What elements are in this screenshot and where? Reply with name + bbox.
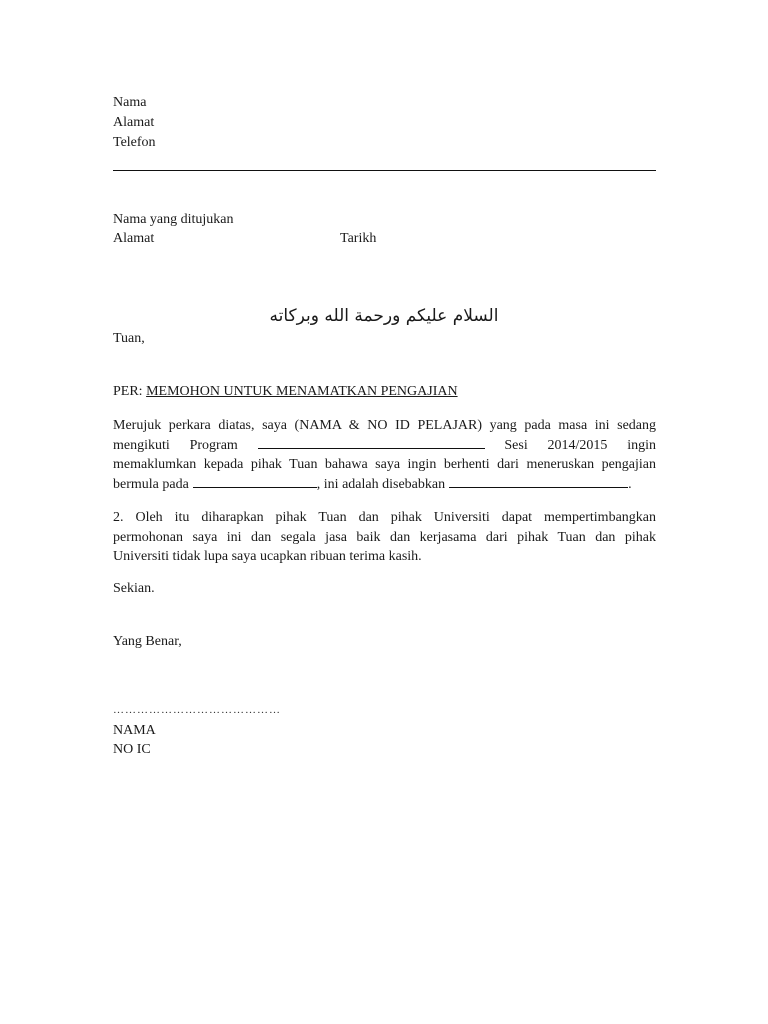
p1-ingin: ingin	[627, 437, 656, 453]
salutation: Tuan,	[113, 331, 145, 346]
paragraph-1-line-4	[113, 475, 656, 495]
p1-mengikuti: mengikuti	[113, 437, 170, 453]
signature-line: ……………………………………	[113, 704, 281, 716]
p1-sesi: Sesi	[504, 437, 528, 453]
start-date-blank	[193, 475, 317, 488]
p1-line3-text: memaklumkan kepada pihak Tuan bahawa saya ingin berhenti dari meneruskan pengajian	[113, 457, 656, 472]
paragraph-2-line-1	[113, 508, 656, 528]
sekian: Sekian.	[113, 581, 155, 596]
paragraph-1-line-2	[113, 436, 656, 456]
arabic-greeting: السلام عليكم ورحمة الله وبركاته	[269, 306, 499, 326]
p1-program: Program	[189, 437, 238, 453]
p1-session-year: 2014/2015	[547, 437, 608, 453]
header-divider	[113, 170, 656, 171]
p1-bermula: bermula pada	[113, 476, 189, 492]
paragraph-2-line-2	[113, 528, 656, 548]
paragraph-1-line-3	[113, 455, 656, 475]
paragraph-2-line-3	[113, 547, 656, 567]
sender-phone-label: Telefon	[113, 135, 156, 150]
p1-line1-text: Merujuk perkara diatas, saya (NAMA & NO ID PELAJAR) yang pada masa ini sedang	[113, 418, 656, 433]
recipient-address-label: Alamat	[113, 231, 155, 246]
subject-line	[113, 382, 458, 402]
signatory-name-label: NAMA	[113, 723, 156, 738]
subject-prefix: PER:	[113, 384, 143, 399]
subject-title: MEMOHON UNTUK MENAMATKAN PENGAJIAN	[146, 384, 458, 399]
paragraph-2	[113, 508, 656, 567]
date-label: Tarikh	[340, 231, 377, 246]
p1-period: .	[628, 476, 632, 492]
signatory-ic-label: NO IC	[113, 742, 151, 757]
program-blank	[258, 436, 485, 449]
sender-address-label: Alamat	[113, 115, 155, 130]
p1-disebabkan: , ini adalah disebabkan	[316, 476, 446, 492]
p2-line3-text: Universiti tidak lupa saya ucapkan ribuan terima kasih.	[113, 549, 422, 564]
reason-blank	[449, 475, 628, 488]
paragraph-1-line-1	[113, 416, 656, 436]
sender-name-label: Nama	[113, 95, 147, 110]
paragraph-1	[113, 416, 656, 494]
p2-line1-text: 2. Oleh itu diharapkan pihak Tuan dan pihak Universiti dapat mempertimbangkan	[113, 510, 656, 525]
yang-benar: Yang Benar,	[113, 634, 182, 649]
p2-line2-text: permohonan saya ini dan segala jasa baik dan kerjasama dari pihak Tuan dan pihak	[113, 529, 656, 545]
recipient-name-label: Nama yang ditujukan	[113, 212, 234, 227]
